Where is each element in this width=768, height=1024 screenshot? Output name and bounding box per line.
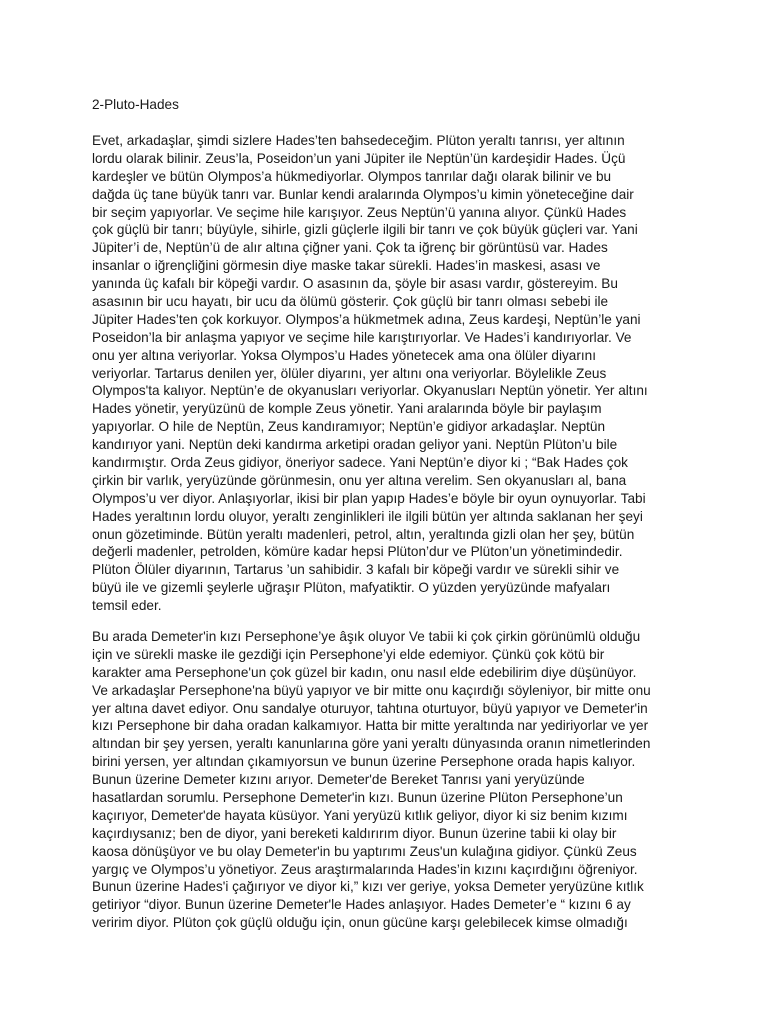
text-line: kaçırdıysanız; ben de diyor, yani bereketi kaldırırım diyor. Bunun üzerine tabii ki olay bir: [92, 825, 617, 841]
text-line: Jüpiter’i de, Neptün’ü de alır altına çiğner yani. Çok ta iğrenç bir görüntüsü var. Hades: [92, 240, 608, 256]
text-line: Plüton Ölüler diyarının, Tartarus ’un sahibidir. 3 kafalı bir köpeği vardır ve sürekli sihir ve: [92, 562, 620, 578]
text-line: yargıç ve Olympos’u yönetiyor. Zeus araştırmalarında Hades’in kızını kaçırdığını öğreniyor.: [92, 861, 638, 877]
text-line: için ve sürekli maske ile gezdiği için Persephone’yi elde edemiyor. Çünkü çok kötü bir: [92, 646, 605, 662]
text-line: lordu olarak bilinir. Zeus’la, Poseidon’un yani Jüpiter ile Neptün’ün kardeşidir Hades. Üçü: [92, 150, 626, 166]
text-line: kaosa dönüşüyor ve bu olay Demeter'in bu yaptırımı Zeus'un kulağına gidiyor. Çünkü Zeus: [92, 843, 637, 859]
text-line: Jüpiter Hades’ten çok korkuyor. Olympos’a hükmetmek adına, Zeus kardeşi, Neptün’le yani: [92, 311, 641, 327]
text-line: Ve arkadaşlar Persephone'na büyü yapıyor ve bir mitte onu kaçırdığı söyleniyor, bir mitte onu: [92, 682, 651, 698]
text-line: bir seçim yapıyorlar. Ve seçime hile karışıyor. Zeus Neptün’ü yanına alıyor. Çünkü Hades: [92, 204, 627, 220]
text-line: çirkin bir varlık, yeryüzünde görünmesin, onu yer altına verelim. Sen okyanusları al, bana: [92, 472, 627, 488]
text-line: insanlar o iğrençliğini görmesin diye maske takar sürekli. Hades’in maskesi, asası ve: [92, 258, 601, 274]
text-line: yanında üç kafalı bir köpeği vardır. O asasının da, şöyle bir asası vardır, göstereyim. Bu: [92, 276, 618, 292]
text-line: karakter ama Persephone'un çok güzel bir kadın, onu nasıl elde edebilirim diye düşünüyor.: [92, 664, 637, 680]
text-line: kandırmıştır. Orda Zeus gidiyor, öneriyor sadece. Yani Neptün’e diyor ki ; “Bak Hades çok: [92, 455, 628, 471]
text-line: büyü ile ve gizemli şeylerle uğraşır Plüton, mafyatiktir. O yüzden yeryüzünde mafyaları: [92, 580, 611, 596]
text-line: Bu arada Demeter'in kızı Persephone’ye âşık oluyor Ve tabii ki çok çirkin görünümlü olduğu: [92, 629, 641, 644]
text-line: kardeşler ve bütün Olympos’a hükmediyorlar. Olympos tanrılar dağı olarak bilinir ve bu: [92, 168, 612, 184]
text-line: yapıyorlar. O hile de Neptün, Zeus kandıramıyor; Neptün’e gidiyor arkadaşlar. Neptün: [92, 419, 606, 435]
text-line: değerli madenler, petrolden, kömüre kadar hepsi Plüton’dur ve Plüton’un yönetimindedir.: [92, 544, 623, 560]
text-line: kaçırıyor, Demeter'de hayata küsüyor. Yani yeryüzü kıtlık geliyor, diyor ki siz benim kızımı: [92, 807, 628, 823]
text-line: Hades yönetir, yeryüzünü de komple Zeus yönetir. Yani aralarında böyle bir paylaşım: [92, 401, 602, 417]
text-line: Olympos'ta kalıyor. Neptün’e de okyanusları veriyorlar. Okyanusları Neptün yönetir. Yer altını: [92, 383, 648, 399]
text-line: getiriyor “diyor. Bunun üzerine Demeter'le Hades anlaşıyor. Hades Demeter’e “ kızını 6 ay: [92, 897, 631, 913]
text-line: Poseidon’la bir anlaşma yapıyor ve seçime hile karıştırıyorlar. Ve Hades’i kandırıyorlar. Ve: [92, 329, 632, 345]
text-line: birini yersen, yer altından çıkamıyorsun ve bunun üzerine Persephone orada hapis kalıyor.: [92, 754, 636, 770]
text-line: hasatlardan sorumlu. Persephone Demeter'in kızı. Bunun üzerine Plüton Persephone’un: [92, 790, 623, 806]
text-line: Evet, arkadaşlar, şimdi sizlere Hades’ten bahsedeceğim. Plüton yeraltı tanrısı, yer altının: [92, 133, 625, 148]
text-line: kandırıyor yani. Neptün deki kandırma arketipi oradan geliyor yani. Neptün Plüton’u bile: [92, 437, 618, 453]
text-line: Hades yeraltının lordu oluyor, yeraltı zenginlikleri ile ilgili bütün yer altında saklanan her şeyi: [92, 508, 643, 524]
text-line: dağda üç tane büyük tanrı var. Bunlar kendi aralarında Olympos’u kimin yöneteceğine dair: [92, 186, 634, 202]
paragraph-1: [92, 132, 692, 615]
text-line: Bunun üzerine Demeter kızını arıyor. Demeter'de Bereket Tanrısı yani yeryüzünde: [92, 772, 585, 788]
text-line: veririm diyor. Plüton çok güçlü olduğu için, onun gücüne karşı gelebilecek kimse olmadığı: [92, 915, 628, 931]
text-line: kızı Persephone bir daha oradan kalkamıyor. Hatta bir mitte yeraltında nar yediriyorlar ve yer: [92, 718, 649, 734]
text-line: çok güçlü bir tanrı; büyüyle, sihirle, gizli güçlerle ilgili bir tanrı ve çok büyük güçleri var. Yani: [92, 222, 638, 238]
text-line: Bunun üzerine Hades'i çağırıyor ve diyor ki,” kızı ver geriye, yoksa Demeter yeryüzüne kıtlık: [92, 879, 644, 895]
text-line: yer altına davet ediyor. Onu sandalye oturuyor, tahtına oturtuyor, büyü yapıyor ve Demeter'in: [92, 700, 648, 716]
text-line: veriyorlar. Tartarus denilen yer, ölüler diyarını, yer altını ona veriyorlar. Böylelikle Zeus: [92, 365, 607, 381]
text-line: onun gözetiminde. Bütün yeraltı madenleri, petrol, altın, yeraltında gizli olan her şey, bütün: [92, 526, 635, 542]
text-line: temsil eder.: [92, 598, 162, 614]
paragraph-2: [92, 628, 692, 932]
text-line: altından bir şey yersen, yeraltı kanunlarına göre yani yeraltı dünyasında oranın nimetlerinden: [92, 736, 651, 752]
text-line: asasının bir ucu hayatı, bir ucu da ölümü gösterir. Çok güçlü bir tanrı olması sebebi ile: [92, 294, 609, 310]
document-title: 2-Pluto-Hades: [92, 97, 179, 112]
text-line: Olympos’u ver diyor. Anlaşıyorlar, ikisi bir plan yapıp Hades’e böyle bir oyun oynuyorlar. Tabi: [92, 490, 646, 506]
text-line: onu yer altına veriyorlar. Yoksa Olympos’u Hades yönetecek ama ona ölüler diyarını: [92, 347, 596, 363]
